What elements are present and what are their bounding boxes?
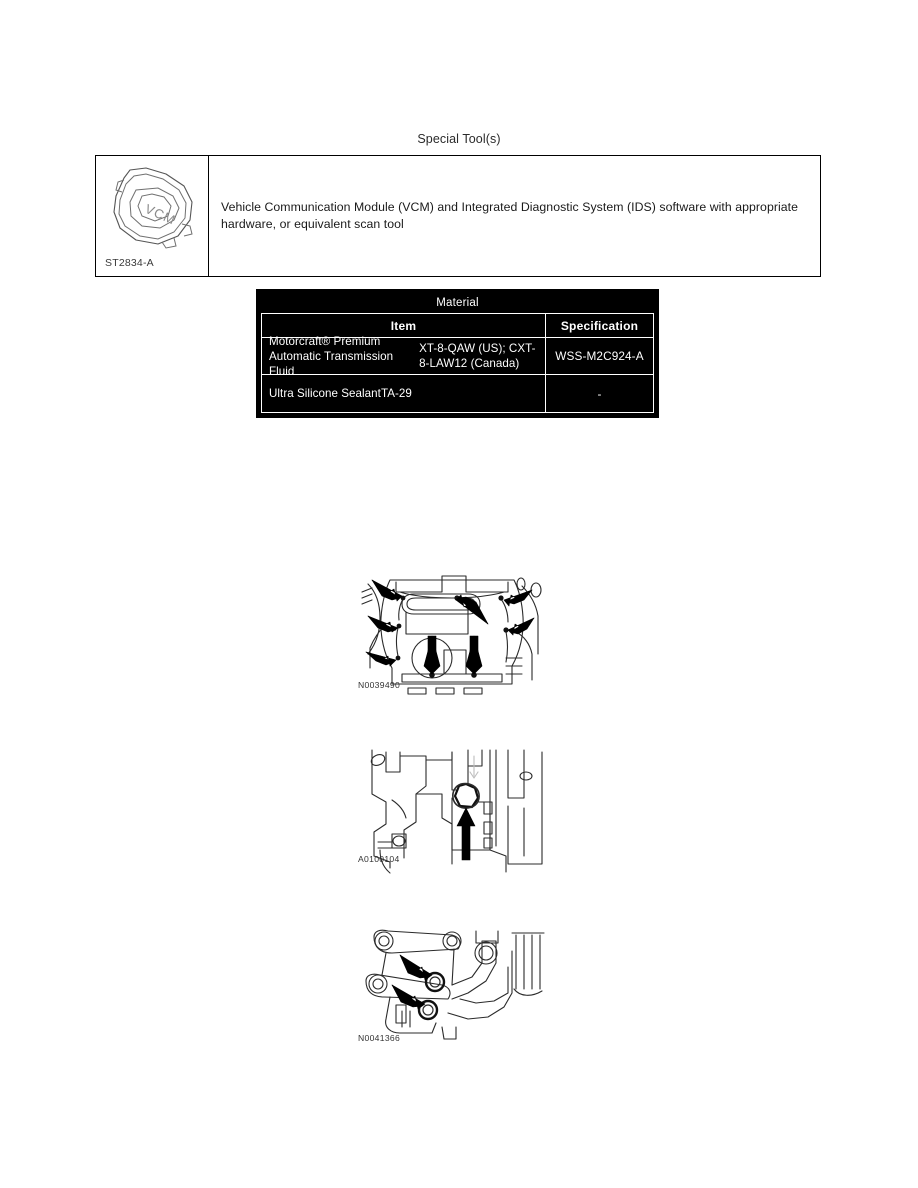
material-column-header-item: Item [262, 314, 546, 337]
material-item-line-2: TA-29 [380, 387, 412, 400]
special-tool-description-cell [209, 156, 820, 276]
material-table-row [262, 334, 653, 378]
material-item-line-1: Ultra Silicone Sealant [269, 387, 381, 400]
material-table-grid [261, 313, 654, 413]
special-tools-table [95, 155, 821, 277]
material-item-line-2: XT-8-QAW (US); CXT-8-LAW12 (Canada) [419, 342, 536, 370]
svg-text:VCM: VCM [142, 201, 179, 228]
special-tool-description: Vehicle Communication Module (VCM) and Integrated Diagnostic System (IDS) software with appropriate hardware, or equivalent scan tool [221, 200, 799, 231]
special-tools-caption: Special Tool(s) [417, 132, 501, 146]
special-tool-icon-cell [96, 156, 209, 276]
figure-id-label: N0041366 [358, 1033, 401, 1043]
material-table-caption: Material [436, 297, 479, 309]
material-specification-cell: - [597, 386, 602, 401]
figure-id-label: N0039490 [358, 680, 401, 690]
material-table [256, 289, 659, 418]
figure-bracket-bushing-locations [356, 927, 546, 1055]
material-table-row [262, 375, 653, 412]
figure-id-label: A0100104 [358, 854, 400, 864]
special-tool-id: ST2834-A [105, 257, 154, 269]
material-specification-cell: WSS-M2C924-A [555, 349, 644, 363]
figure-drain-plug-location [356, 746, 546, 874]
material-item-cell [262, 375, 546, 412]
material-item-line-1: Motorcraft® Premium Automatic Transmission Fluid [269, 334, 394, 378]
material-column-header-specification: Specification [560, 318, 639, 333]
figure-transmission-bolt-locations [356, 562, 546, 707]
material-item-cell [262, 334, 546, 378]
vcm-module-icon [100, 158, 205, 258]
